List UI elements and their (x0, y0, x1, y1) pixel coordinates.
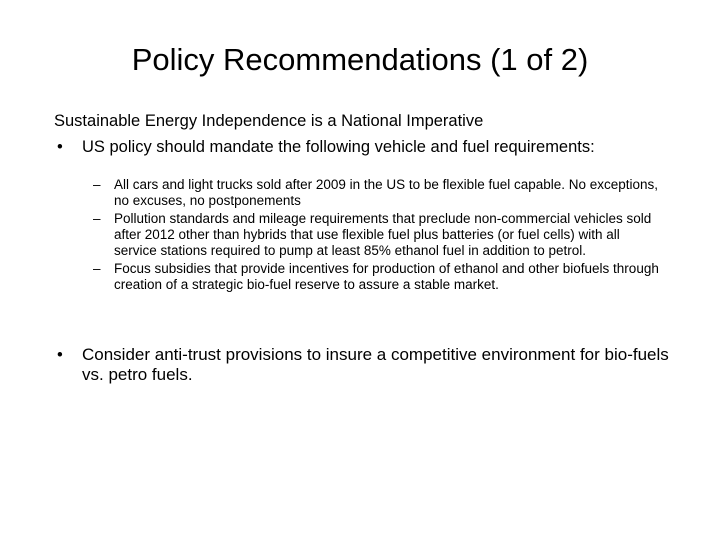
slide-title: Policy Recommendations (1 of 2) (131, 42, 589, 77)
dash-marker: – (93, 177, 101, 192)
dash-marker: – (93, 261, 101, 276)
dash-marker: – (93, 211, 101, 226)
bullet-text: US policy should mandate the following vehicle and fuel requirements: (82, 138, 595, 156)
bullet-marker: • (57, 346, 63, 364)
sub-item (0, 261, 720, 293)
sub-item-text: All cars and light trucks sold after 2009 in the US to be flexible fuel capable. No exceptions, no excuses, no postponements (114, 177, 659, 208)
intro-heading: Sustainable Energy Independence is a National Imperative (54, 112, 484, 130)
sub-item-text: Focus subsidies that provide incentives for production of ethanol and other biofuels through creation of a strategic bio-fuel reserve to assure a stable market. (114, 261, 659, 292)
sub-list (0, 177, 720, 295)
bullet-text: Consider anti-trust provisions to insure a competitive environment for bio-fuels vs. petro fuels. (82, 345, 669, 384)
bullet-marker: • (57, 138, 63, 156)
sub-item (0, 177, 720, 209)
sub-item (0, 211, 720, 259)
sub-item-text: Pollution standards and mileage requirements that preclude non-commercial vehicles sold after 2012 other than hybrids that use flexible fuel plus batteries (or fuel cells) with all service stations required to pump at least 85% ethanol fuel in addition to petrol. (114, 211, 652, 258)
